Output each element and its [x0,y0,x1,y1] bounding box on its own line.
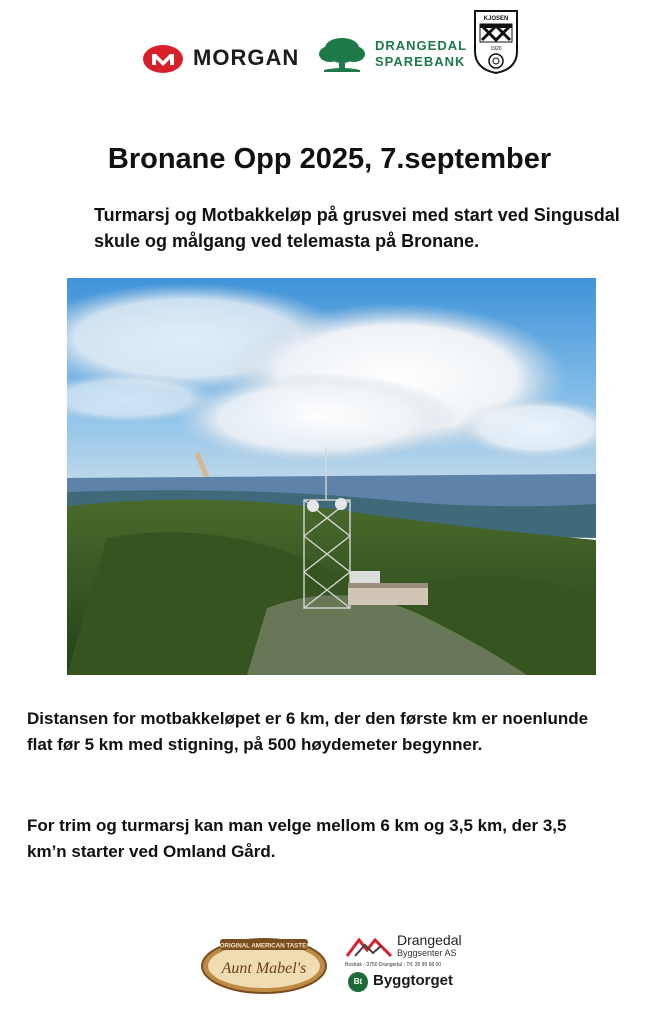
aunt-mabels-logo [200,935,328,995]
mountain-logo-icon [345,936,393,958]
club-badge-icon [473,9,519,75]
tree-logo-icon [318,36,366,74]
page-title: Bronane Opp 2025, 7.september [107,143,552,175]
drangedal-sparebank-wordmark [375,38,467,70]
byggsenter-subtitle: Byggsenter AS [397,948,457,958]
distance-paragraph: Distansen for motbakkeløpet er 6 km, der den første km er noenlunde flat før 5 km med stigning, på 500 høydemeter begynner. [27,709,589,754]
morgan-logo-icon [143,44,183,74]
intro-text: Turmarsj og Motbakkeløp på grusvei med start ved Singusdal skule og målgang ved telemasta på Bronane. [94,205,620,251]
byggsenter-name: Drangedal [397,932,462,948]
trim-paragraph: For trim og turmarsj kan man velge mellom 6 km og 3,5 km, der 3,5 km’n starter ved Omland Gård. [27,816,567,861]
aunt-name: Aunt Mabel's [221,960,307,977]
byggtorget-badge-icon: Bt [348,972,368,992]
bank-line-2: SPAREBANK [375,54,466,69]
club-badge-founded: 1920 [490,46,502,52]
club-badge-name: KJOSEN [483,16,509,22]
byggtorget-wordmark: Byggtorget [373,972,453,989]
aunt-tagline: ORIGINAL AMERICAN TASTE! [219,942,309,950]
landscape-photo [67,278,596,675]
bank-line-1: DRANGEDAL [375,38,468,53]
byggsenter-address: Bostrak - 3750 Drangedal - Tlf. 35 99 68 00 [345,962,442,968]
morgan-wordmark: MORGAN [193,45,300,70]
